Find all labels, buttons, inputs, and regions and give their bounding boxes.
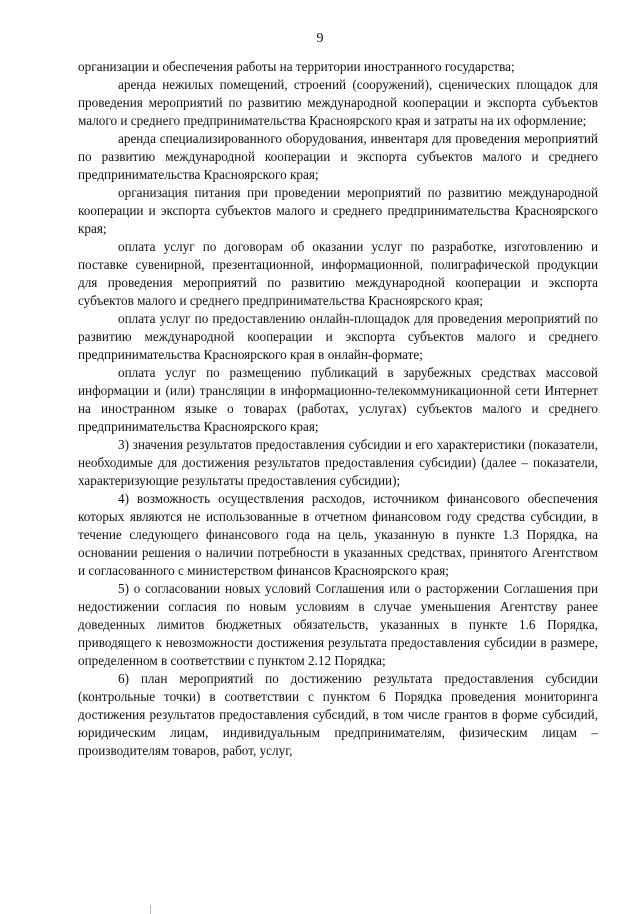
paragraph-online-platforms: оплата услуг по предоставлению онлайн-площадок для проведения мероприятий по развитию международной кооперации и экспорта субъектов малого и среднего предпринимательства Красноярского края в онлайн-формате; [78, 311, 598, 362]
document-body [78, 58, 598, 760]
paragraph-souvenir-production: оплата услуг по договорам об оказании услуг по разработке, изготовлению и поставке сувенирной, презентационной, информационной, полиграфической продукции для проведения мероприятий по развитию международной кооперации и экспорта субъектов малого и среднего предпринимательства Красноярского края; [78, 239, 598, 308]
paragraph-item-5: 5) о согласовании новых условий Соглашения или о расторжении Соглашения при недостижении согласия по новым условиям в случае уменьшения Агентству ранее доведенных лимитов бюджетных обязательств, указанных в пункте 1.6 Порядка, приводящего к невозможности достижения результата предоставления субсидии в размере, определенном в соответствии с пунктом 2.12 Порядка; [78, 581, 598, 668]
paragraph-equipment-rent: аренда специализированного оборудования, инвентаря для проведения мероприятий по развитию международной кооперации и экспорта субъектов малого и среднего предпринимательства Красноярского края; [78, 131, 598, 182]
paragraph-continuation: организации и обеспечения работы на территории иностранного государства; [78, 59, 515, 74]
paragraph-catering: организация питания при проведении мероприятий по развитию международной кооперации и экспорта субъектов малого и среднего предпринимательства Красноярского края; [78, 185, 598, 236]
page-number: 9 [316, 31, 324, 46]
paragraph-item-6: 6) план мероприятий по достижению результата предоставления субсидии (контрольные точки) в соответствии с пунктом 6 Порядка проведения мониторинга достижения результатов предоставления субсидий, в том числе грантов в форме субсидий, юридическим лицам, индивидуальным предпринимателям, физическим лицам – производителям товаров, работ, услуг, [78, 671, 598, 758]
paragraph-foreign-publications: оплата услуг по размещению публикаций в зарубежных средствах массовой информации и (или) трансляции в информационно-телекоммуникационной сети Интернет на иностранном языке о товарах (работах, услугах) субъектов малого и среднего предпринимательства Красноярского края; [78, 365, 598, 434]
paragraph-item-3: 3) значения результатов предоставления субсидии и его характеристики (показатели, необходимые для достижения результатов предоставления субсидии) (далее – показатели, характеризующие результаты предоставления субсидии); [78, 437, 598, 488]
paragraph-premises-rent: аренда нежилых помещений, строений (сооружений), сценических площадок для проведения мероприятий по развитию международной кооперации и экспорта субъектов малого и среднего предпринимательства Красноярского края и затраты на их оформление; [78, 77, 598, 128]
scan-edge-line [150, 905, 151, 914]
paragraph-item-4: 4) возможность осуществления расходов, источником финансового обеспечения которых являются не использованные в отчетном финансовом году средства субсидии, в течение следующего финансового года на цель, указанную в пункте 1.3 Порядка, на основании решения о наличии потребности в указанных средствах, принятого Агентством и согласованного с министерством финансов Красноярского края; [78, 491, 598, 578]
